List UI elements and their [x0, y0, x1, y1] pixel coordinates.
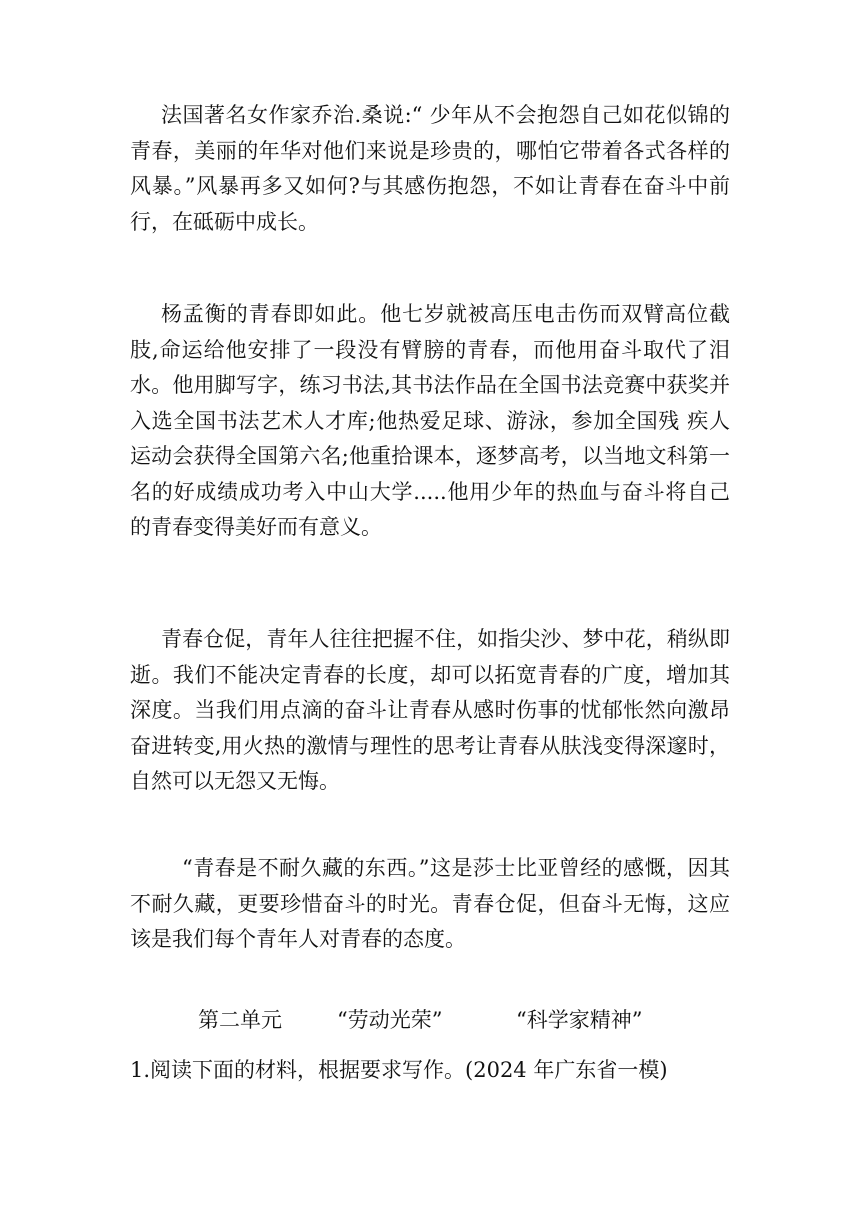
section-topic-labor: “劳动光荣”	[337, 1008, 443, 1032]
paragraph-1: 法国著名女作家乔治.桑说:“ 少年从不会抱怨自己如花似锦的青春，美丽的年华对他们来说是珍贵的，哪怕它带着各式各样的风暴。”风暴再多又如何?与其感伤抱怨，不如让青春在奋斗中前行，在砥砺中成长。	[130, 103, 730, 234]
section-topic-science: “科学家精神”	[516, 1008, 643, 1032]
section-heading	[130, 1003, 730, 1178]
paragraph-3: 青春仓促，青年人往往把握不住，如指尖沙、梦中花，稍纵即逝。我们不能决定青春的长度，却可以拓宽青春的广度，增加其深度。当我们用点滴的奋斗让青春从感时伤事的忧郁怅然向激昂奋进转变,用火热的激情与理性的思考让青春从肤浅变得深邃时，自然可以无怨又无悔。	[130, 627, 730, 793]
paragraph-2: 杨孟衡的青春即如此。他七岁就被高压电击伤而双臂高位截肢,命运给他安排了一段没有臂膀的青春，而他用奋斗取代了泪水。他用脚写字，练习书法,其书法作品在全国书法竞赛中获奖并入选全国书法艺术人才库;他热爱足球、游泳，参加全国残 疾人运动会获得全国第六名;他重拾课本，逐梦高考，以当地文科第一名的好成绩成功考入中山大学.....他用少年的热血与奋斗将自己的青春变得美好而有意义。	[130, 302, 730, 539]
writing-question: 1.阅读下面的材料，根据要求写作。(2024 年广东省一模)	[130, 1058, 668, 1082]
section-unit-title: 第二单元	[198, 1008, 282, 1032]
paragraph-4: “青春是不耐久藏的东西。”这是莎士比亚曾经的感慨，因其不耐久藏，更要珍惜奋斗的时光。青春仓促，但奋斗无悔，这应该是我们每个青年人对青春的态度。	[130, 856, 730, 951]
